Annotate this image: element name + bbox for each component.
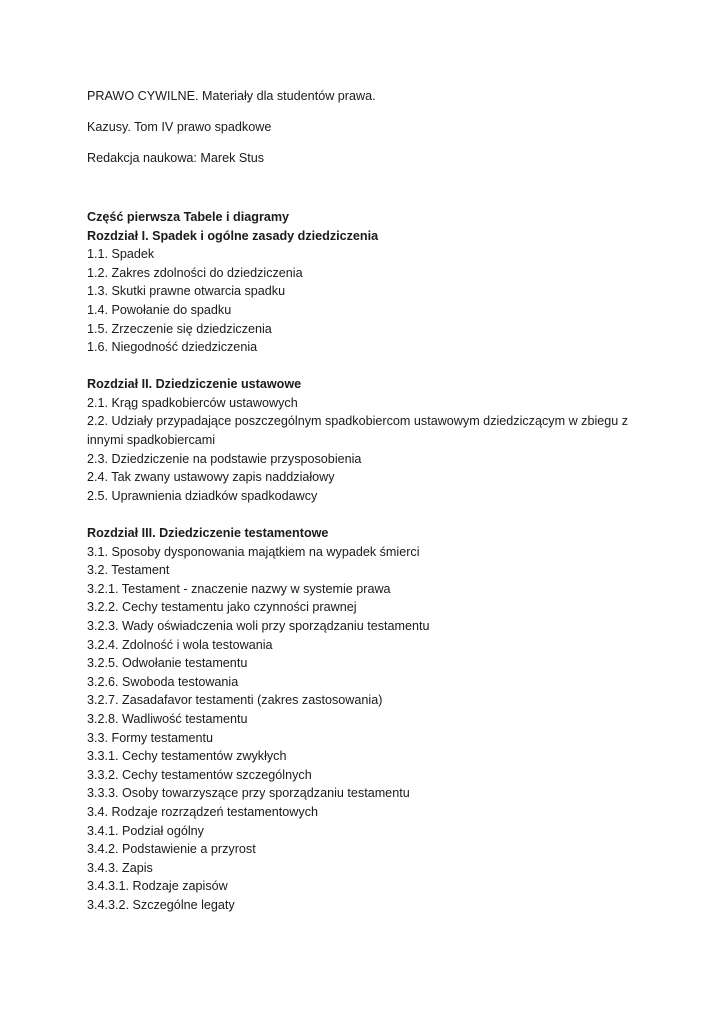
toc-item: 3.4.3.2. Szczególne legaty	[87, 897, 235, 912]
document-content	[87, 87, 647, 915]
toc-item: 3.4. Rodzaje rozrządzeń testamentowych	[87, 804, 319, 819]
toc-item: 1.2. Zakres zdolności do dziedziczenia	[87, 265, 303, 280]
toc-item: 3.2.8. Wadliwość testamentu	[87, 711, 248, 726]
toc-item: 3.4.2. Podstawienie a przyrost	[87, 842, 256, 857]
section-spacer	[87, 180, 647, 208]
toc-item: 3.4.3. Zapis	[87, 860, 153, 875]
toc-item: 3.3.3. Osoby towarzyszące przy sporządzaniu testamentu	[87, 786, 410, 801]
toc-list	[87, 543, 647, 915]
book-series-title: PRAWO CYWILNE. Materiały dla studentów prawa.	[87, 89, 376, 103]
toc-list	[87, 394, 647, 506]
toc-item: 1.3. Skutki prawne otwarcia spadku	[87, 284, 286, 299]
volume-title: Kazusy. Tom IV prawo spadkowe	[87, 119, 272, 134]
chapter-heading: Rozdział I. Spadek i ogólne zasady dziedziczenia	[87, 228, 379, 243]
toc-item: 3.4.1. Podział ogólny	[87, 823, 204, 838]
toc-item: 2.1. Krąg spadkobierców ustawowych	[87, 395, 298, 410]
toc-item: 3.2.2. Cechy testamentu jako czynności prawnej	[87, 600, 357, 615]
chapter-gap	[87, 357, 647, 376]
toc-item: 3.2.4. Zdolność i wola testowania	[87, 637, 273, 652]
toc-item: 2.4. Tak zwany ustawowy zapis naddziałowy	[87, 470, 335, 485]
toc-item: 1.6. Niegodność dziedziczenia	[87, 340, 258, 355]
toc-item: 2.5. Uprawnienia dziadków spadkodawcy	[87, 488, 318, 503]
toc-item: 3.2. Testament	[87, 563, 170, 578]
toc-item: 3.2.6. Swoboda testowania	[87, 674, 239, 689]
chapter-heading: Rozdział II. Dziedziczenie ustawowe	[87, 377, 302, 392]
toc-item: 3.1. Sposoby dysponowania majątkiem na wypadek śmierci	[87, 544, 420, 559]
toc-item: 3.3. Formy testamentu	[87, 730, 213, 745]
toc-item: 2.2. Udziały przypadające poszczególnym spadkobiercom ustawowym dziedziczącym w zbiegu z innymi spadkobiercami	[87, 414, 629, 448]
chapter-heading: Rozdział III. Dziedziczenie testamentowe	[87, 526, 329, 541]
editor-line: Redakcja naukowa: Marek Stus	[87, 150, 265, 165]
toc-item: 3.2.3. Wady oświadczenia woli przy sporządzaniu testamentu	[87, 619, 430, 634]
chapter-1	[87, 227, 647, 357]
toc-item: 3.3.2. Cechy testamentów szczególnych	[87, 767, 312, 782]
toc-item: 3.2.5. Odwołanie testamentu	[87, 656, 248, 671]
toc-item: 1.4. Powołanie do spadku	[87, 302, 232, 317]
toc-item: 3.3.1. Cechy testamentów zwykłych	[87, 749, 287, 764]
chapter-gap	[87, 505, 647, 524]
chapter-2	[87, 375, 647, 505]
chapter-3	[87, 524, 647, 914]
toc-item: 1.1. Spadek	[87, 247, 155, 262]
toc-item: 3.2.1. Testament - znaczenie nazwy w systemie prawa	[87, 581, 391, 596]
part-heading: Część pierwsza Tabele i diagramy	[87, 209, 290, 224]
toc-item: 3.4.3.1. Rodzaje zapisów	[87, 879, 228, 894]
toc-item: 1.5. Zrzeczenie się dziedziczenia	[87, 321, 272, 336]
toc-list	[87, 245, 647, 357]
toc-item: 2.3. Dziedziczenie na podstawie przysposobienia	[87, 451, 362, 466]
toc-item: 3.2.7. Zasadafavor testamenti (zakres zastosowania)	[87, 693, 383, 708]
